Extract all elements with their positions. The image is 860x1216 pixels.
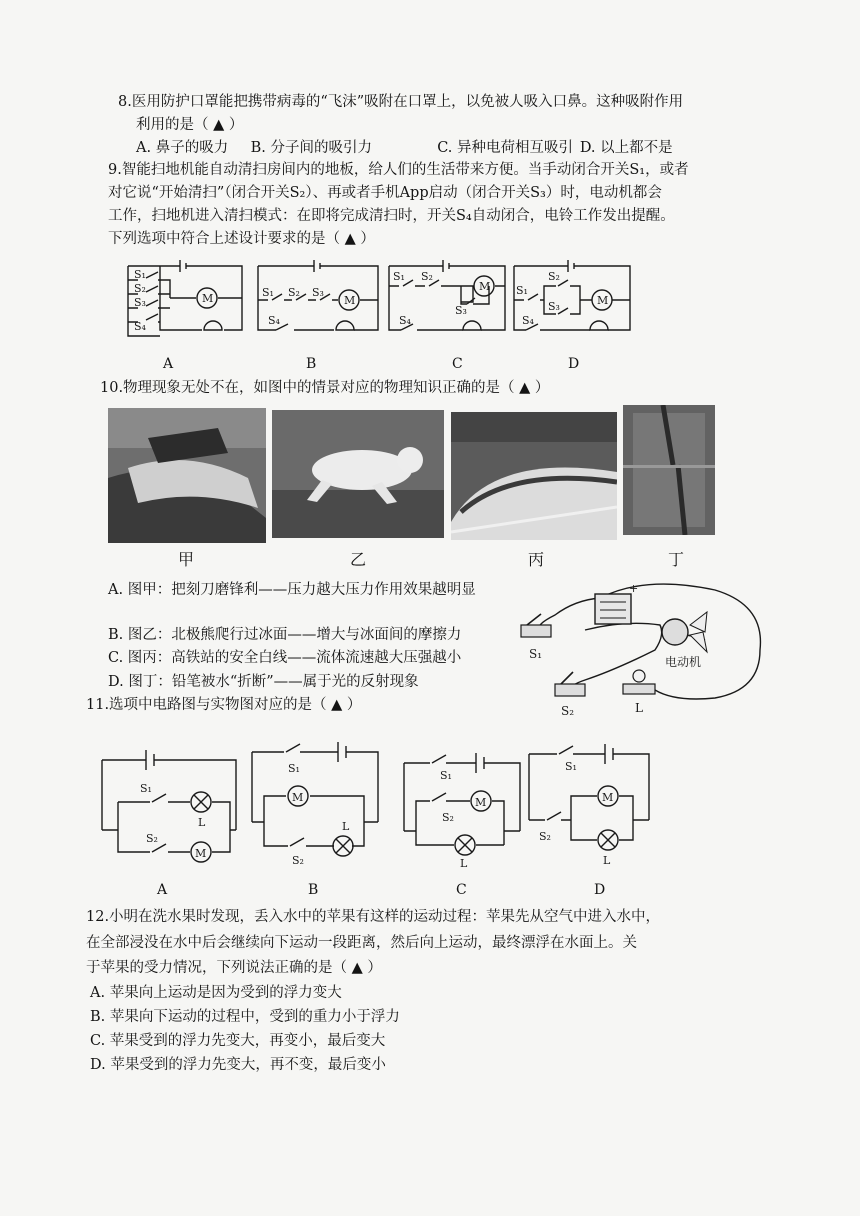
q11-c-motor: M: [475, 796, 487, 809]
q9-label-c: C: [452, 356, 463, 372]
physical-s1: S₁: [529, 647, 543, 661]
q8-option-d: D. 以上都不是: [579, 140, 673, 156]
q8-options: [136, 138, 673, 158]
q9-b-s3: S₃: [312, 286, 324, 299]
q9-c-motor-label: M: [479, 280, 491, 293]
q11-label-b: B: [308, 882, 319, 898]
q8-option-a: A. 鼻子的吸力: [136, 140, 229, 156]
q10-option-c: C. 图丙：高铁站的安全白线——流体流速越大压强越小: [108, 650, 462, 666]
q9-stem-line4: 下列选项中符合上述设计要求的是（ ▲ ）: [108, 231, 375, 247]
q11-label-a: A: [157, 882, 168, 898]
q12-option-c: C. 苹果受到的浮力先变大，再变小，最后变大: [90, 1033, 386, 1049]
q9-label-b: B: [306, 356, 317, 372]
q10-option-a: A. 图甲：把刻刀磨锋利——压力越大压力作用效果越明显: [108, 582, 476, 598]
q11-label-d: D: [594, 882, 606, 898]
q11-circuit-b: [248, 738, 388, 868]
q12-stem-line3: 于苹果的受力情况，下列说法正确的是（ ▲ ）: [86, 960, 382, 976]
q9-a-s2: S₂: [134, 282, 146, 295]
q12-option-a: A. 苹果向上运动是因为受到的浮力变大: [90, 985, 342, 1001]
q9-circuit-b: [254, 258, 384, 343]
q10-stem: 10.物理现象无处不在，如图中的情景对应的物理知识正确的是（ ▲ ）: [100, 380, 550, 396]
physical-s2: S₂: [561, 704, 575, 718]
q10-option-d: D. 图丁：铅笔被水“折断”——属于光的反射现象: [108, 674, 419, 690]
q11-circuit-d: [525, 740, 655, 870]
q9-d-s1: S₁: [516, 284, 528, 297]
q9-c-s1: S₁: [393, 270, 405, 283]
q9-a-s1: S₁: [134, 268, 146, 281]
q9-stem-line3: 工作，扫地机进入清扫模式：在即将完成清扫时，开关S₄自动闭合，电铃工作发出提醒。: [108, 208, 675, 224]
physical-lamp-label: L: [635, 701, 643, 715]
q8-stem-line1: 8.医用防护口罩能把携带病毒的“飞沫”吸附在口罩上，以免被人吸入口鼻。这种吸附作用: [118, 94, 684, 110]
q8-option-b: B. 分子间的吸引力: [250, 140, 372, 156]
q11-d-motor: M: [602, 791, 614, 804]
q12-option-d: D. 苹果受到的浮力先变大，再不变，最后变小: [90, 1057, 386, 1073]
q9-d-s4: S₄: [522, 314, 534, 327]
q9-d-s3: S₃: [548, 300, 560, 313]
physical-circuit-figure: [515, 580, 775, 720]
q8-option-c: C. 异种电荷相互吸引: [437, 140, 574, 156]
q11-d-s2: S₂: [539, 830, 551, 843]
physical-motor-label: 电动机: [665, 655, 702, 669]
q11-d-lamp: L: [603, 854, 611, 867]
q9-b-s1: S₁: [262, 286, 274, 299]
q9-circuit-c: [385, 258, 510, 343]
q9-a-motor-label: M: [202, 292, 214, 305]
q9-label-a: A: [163, 356, 174, 372]
q9-stem-line1: 9.智能扫地机能自动清扫房间内的地板，给人们的生活带来方便。当手动闭合开关S₁，或者: [108, 162, 689, 178]
q12-stem-line1: 12.小明在洗水果时发现，丢入水中的苹果有这样的运动过程：苹果先从空气中进入水中，: [86, 909, 661, 925]
photo-label-bing: 丙: [528, 550, 545, 569]
q9-circuit-a: [120, 258, 250, 343]
photo-yi: [272, 410, 444, 538]
q9-c-s4: S₄: [399, 314, 411, 327]
battery-plus: +: [629, 582, 639, 595]
q9-a-s4: S₄: [134, 320, 146, 333]
photo-label-ding: 丁: [668, 550, 685, 569]
q8-stem-line2: 利用的是（ ▲ ）: [136, 117, 244, 133]
q9-stem-line2: 对它说“开始清扫”（闭合开关S₂）、再或者手机App启动（闭合开关S₃）时，电动机都会: [108, 185, 662, 201]
q11-a-lamp: L: [198, 816, 206, 829]
q11-circuit-a: [96, 742, 248, 872]
q12-option-b: B. 苹果向下运动的过程中，受到的重力小于浮力: [90, 1009, 400, 1025]
q9-circuit-d: [510, 258, 635, 343]
q9-d-s2: S₂: [548, 270, 560, 283]
q11-b-motor: M: [292, 791, 304, 804]
q10-option-b: B. 图乙：北极熊爬行过冰面——增大与冰面间的摩擦力: [108, 627, 462, 643]
photo-label-jia: 甲: [178, 550, 195, 569]
q11-circuit-c: [400, 745, 525, 875]
photo-jia: [108, 408, 266, 543]
q11-a-s1: S₁: [140, 782, 152, 795]
q11-stem: 11.选项中电路图与实物图对应的是（ ▲ ）: [86, 697, 362, 713]
q9-d-motor-label: M: [597, 294, 609, 307]
q11-c-s1: S₁: [440, 769, 452, 782]
q9-b-motor-label: M: [344, 294, 356, 307]
photo-label-yi: 乙: [350, 550, 367, 569]
photo-bing: [451, 412, 617, 540]
q9-a-s3: S₃: [134, 296, 146, 309]
q11-c-lamp: L: [460, 857, 468, 870]
q9-label-d: D: [568, 356, 580, 372]
q11-b-s2: S₂: [292, 854, 304, 867]
photo-ding: [623, 405, 715, 535]
q9-b-s4: S₄: [268, 314, 280, 327]
q11-a-motor: M: [195, 847, 207, 860]
q11-label-c: C: [456, 882, 467, 898]
q11-b-s1: S₁: [288, 762, 300, 775]
q11-a-s2: S₂: [146, 832, 158, 845]
q9-c-s2: S₂: [421, 270, 433, 283]
q11-d-s1: S₁: [565, 760, 577, 773]
q11-b-lamp: L: [342, 820, 350, 833]
q9-c-s3: S₃: [455, 304, 467, 317]
q9-b-s2: S₂: [288, 286, 300, 299]
q11-c-s2: S₂: [442, 811, 454, 824]
q12-stem-line2: 在全部浸没在水中后会继续向下运动一段距离，然后向上运动，最终漂浮在水面上。关: [86, 935, 637, 951]
